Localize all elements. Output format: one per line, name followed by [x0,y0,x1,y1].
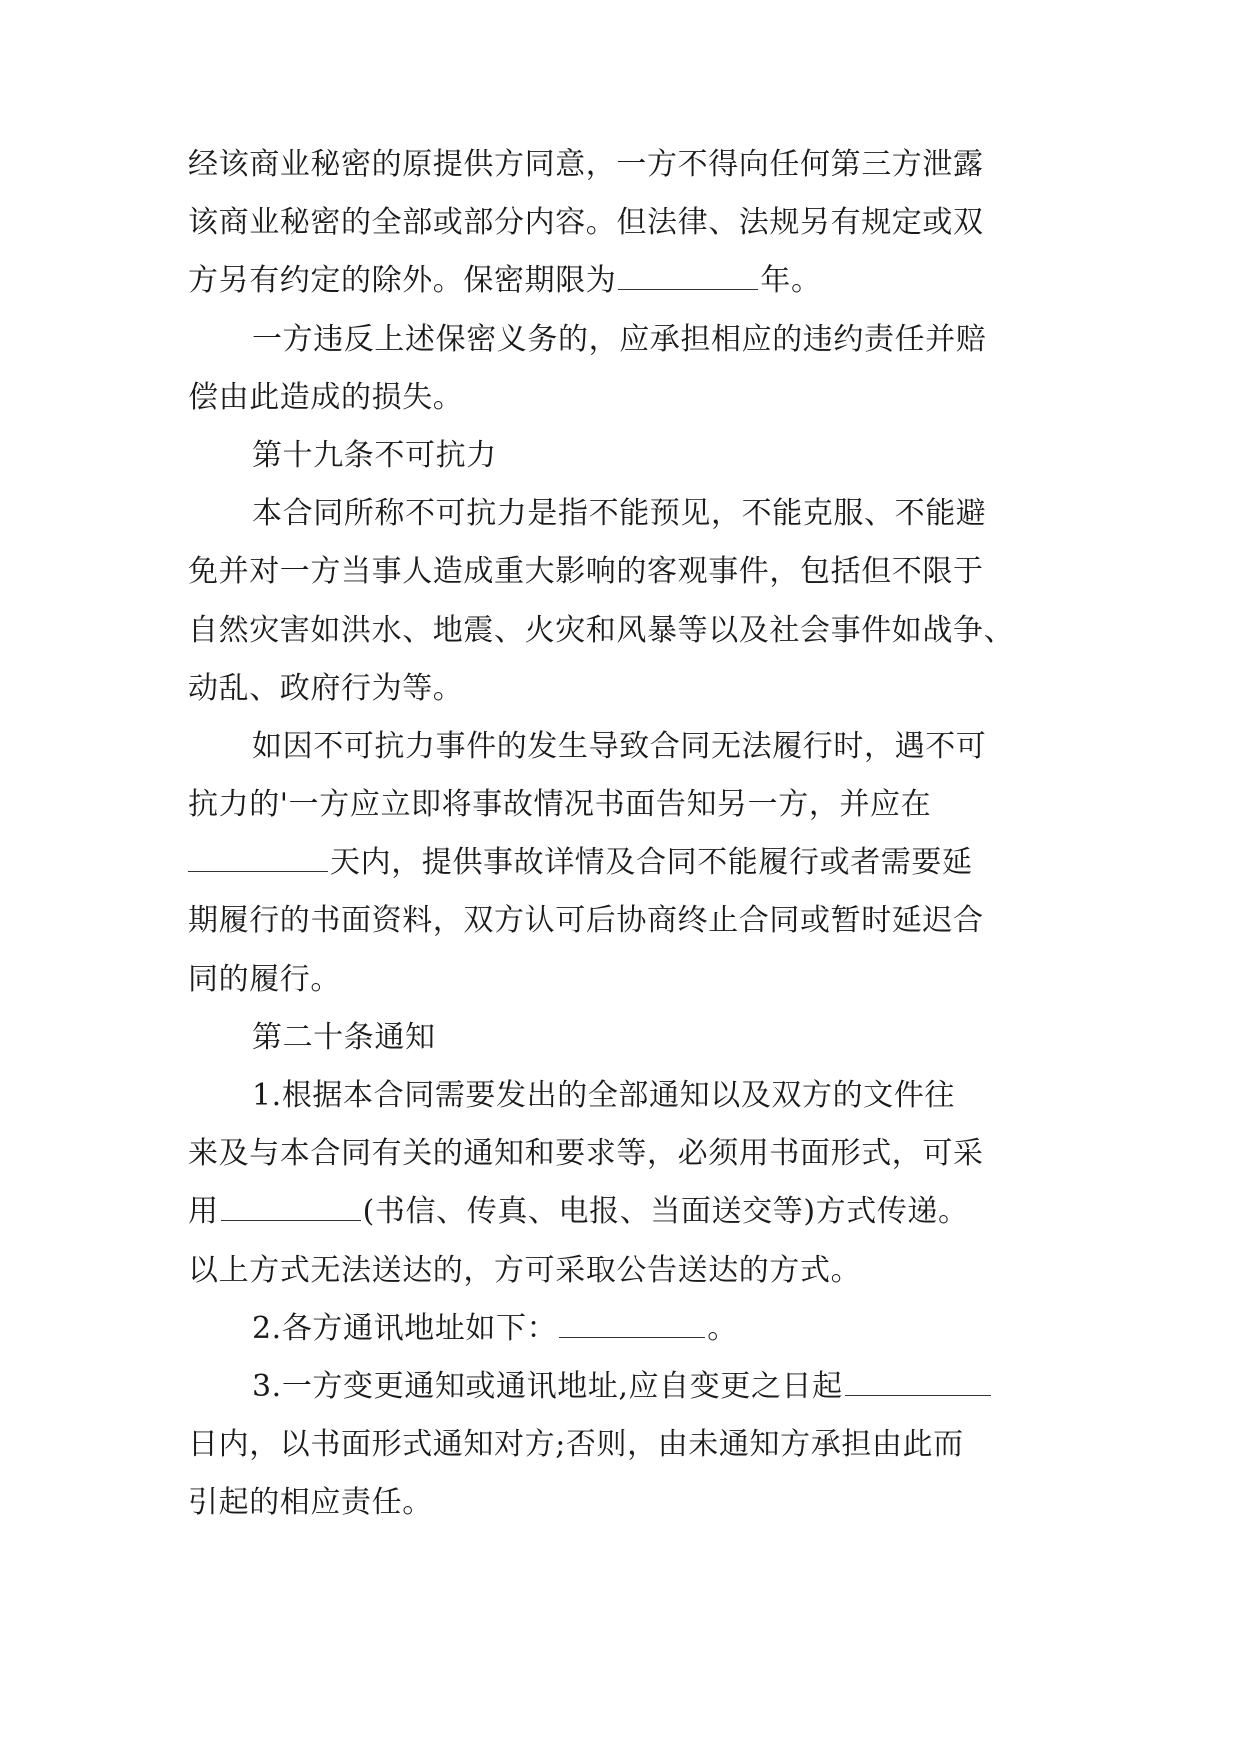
fill-in-blank [618,263,758,290]
text-line [188,834,1048,892]
text-fragment: 方另有约定的除外。保密期限为 [188,263,617,299]
fill-in-blank [845,1369,991,1396]
fill-in-blank [559,1311,705,1338]
text-fragment: 2.各方通讯地址如下： [252,1310,558,1346]
text-line: 动乱、政府行为等。 [188,670,464,706]
text-line: 1.根据本合同需要发出的全部通知以及双方的文件往 [252,1078,956,1113]
text-fragment: (书信、传真、电报、当面送交等)方式传递。 [362,1194,969,1230]
text-fragment: 天内，提供事故详情及合同不能履行或者需要延 [330,845,973,881]
section-heading: 第十九条不可抗力 [252,437,497,473]
text-line: 以上方式无法送达的，方可采取公告送达的方式。 [188,1252,862,1288]
text-line: 免并对一方当事人造成重大影响的客观事件，包括但不限于 [188,554,984,590]
text-fragment: 3.一方变更通知或通讯地址,应自变更之日起 [252,1368,843,1404]
text-line: 本合同所称不可抗力是指不能预见，不能克服、不能避 [252,496,987,532]
text-fragment: 用 [188,1194,219,1230]
section-heading: 第二十条通知 [252,1019,436,1055]
text-line: 抗力的'一方应立即将事故情况书面告知另一方，并应在 [188,787,932,823]
text-line: 偿由此造成的损失。 [188,379,464,415]
text-line: 日内，以书面形式通知对方;否则，由未通知方承担由此而 [188,1427,964,1463]
text-line: 期履行的书面资料，双方认可后协商终止合同或暂时延迟合 [188,903,984,939]
text-line [188,1183,1048,1241]
document-body [188,136,1048,1533]
text-line [188,1358,1048,1416]
text-line: 引起的相应责任。 [188,1485,433,1521]
text-line: 自然灾害如洪水、地震、火灾和风暴等以及社会事件如战争、 [188,612,1015,648]
text-line: 一方违反上述保密义务的，应承担相应的违约责任并赔 [252,321,987,357]
text-line: 同的履行。 [188,961,341,997]
fill-in-blank [221,1194,361,1221]
text-line [188,252,1048,310]
text-line: 来及与本合同有关的通知和要求等，必须用书面形式，可采 [188,1136,984,1172]
text-line: 经该商业秘密的原提供方同意，一方不得向任何第三方泄露 [188,147,984,182]
text-fragment: 。 [707,1310,738,1346]
text-fragment: 年。 [760,263,822,299]
text-line: 该商业秘密的全部或部分内容。但法律、法规另有规定或双 [188,205,984,241]
fill-in-blank [188,845,328,872]
text-line: 如因不可抗力事件的发生导致合同无法履行时，遇不可 [252,728,987,764]
text-line [188,1300,1048,1358]
